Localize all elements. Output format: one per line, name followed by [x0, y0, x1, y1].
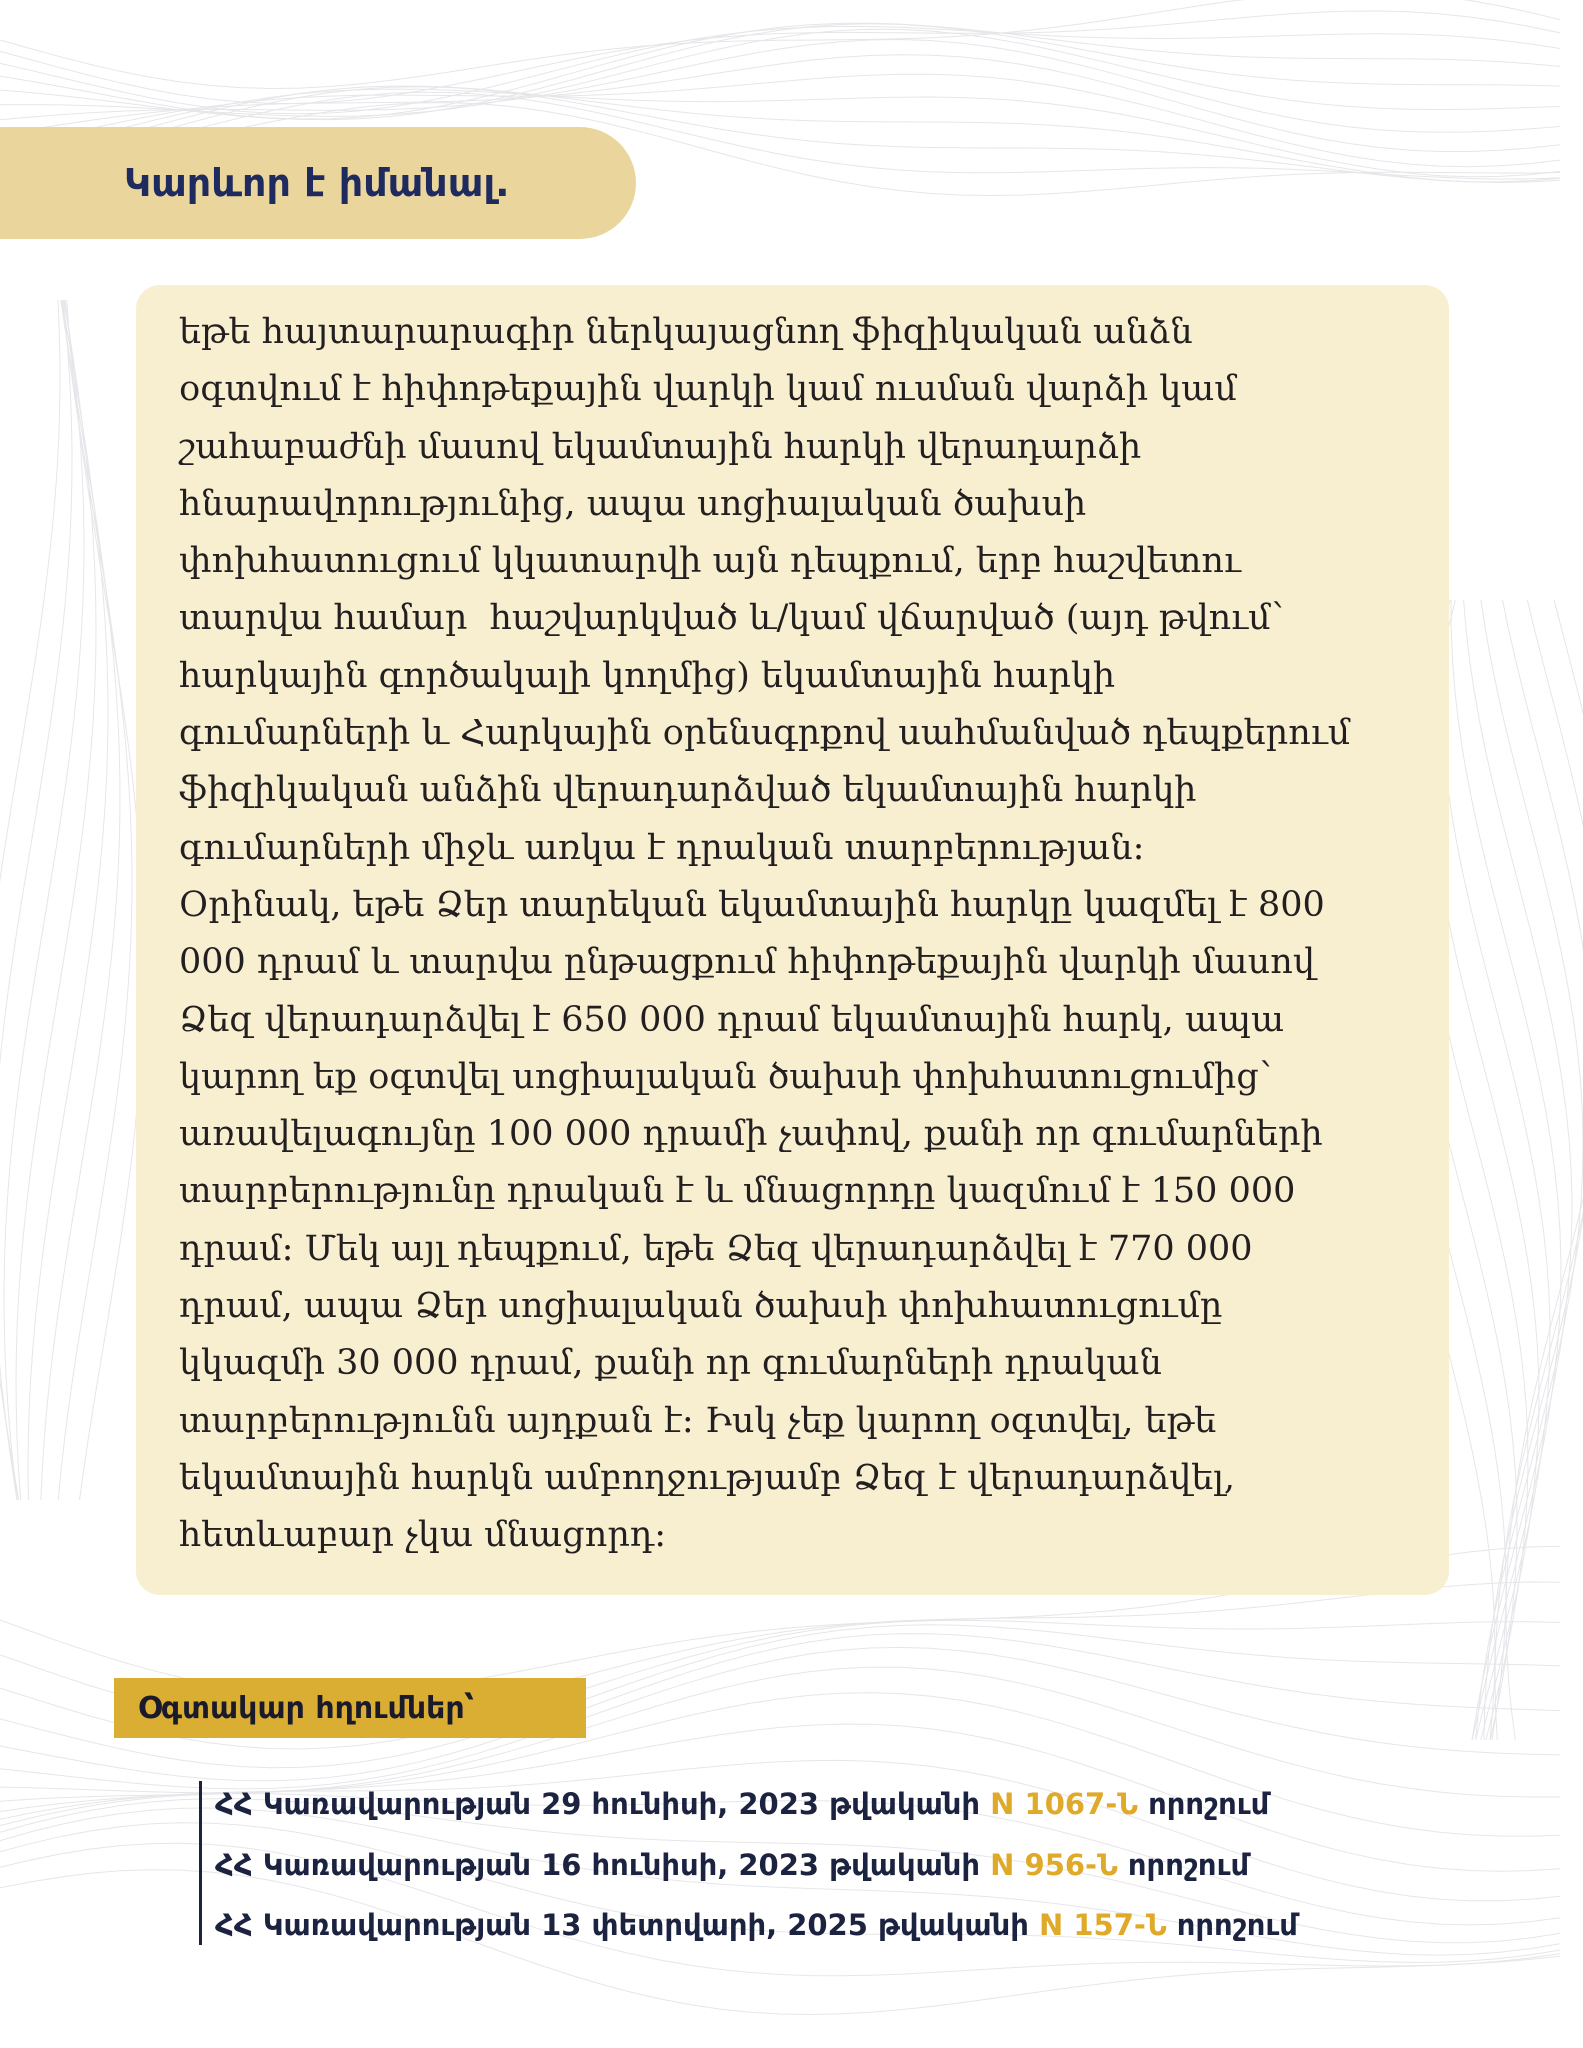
info-text-line: ֆիզիկական անձին վերադարձված եկամտային հարկի	[179, 770, 1197, 811]
background-wave-line	[0, 24, 1560, 120]
background-wave-line	[0, 11, 1560, 104]
background-wave-line	[1464, 600, 1572, 1740]
info-text-line: կարող եք օգտվել սոցիալական ծախսի փոխհատուցումից՝	[179, 1056, 1272, 1097]
background-wave-line	[0, 40, 1560, 133]
background-wave-line	[0, 300, 72, 1500]
info-text-line: հետևաբար չկա մնացորդ։	[179, 1515, 667, 1556]
info-text-line: գումարների և Հարկային օրենսգրքով սահմանված դեպքերում	[179, 713, 1351, 754]
references-divider-line	[199, 1781, 202, 1945]
references-list	[215, 1774, 1298, 1956]
reference-link[interactable]	[215, 1774, 1298, 1835]
reference-decision-number: N 1067-Ն	[990, 1787, 1139, 1821]
reference-decision-number: N 157-Ն	[1039, 1908, 1167, 1942]
info-text-line: շահաբաժնի մասով եկամտային հարկի վերադարձի	[179, 426, 1142, 467]
info-text-line: Օրինակ, եթե Ձեր տարեկան եկամտային հարկը կազմել է 800	[179, 884, 1325, 925]
info-text-line: կկազմի 30 000 դրամ, քանի որ գումարների դրական	[179, 1343, 1162, 1384]
reference-prefix: ՀՀ Կառավարության 29 հունիսի, 2023 թվականի	[215, 1787, 991, 1821]
info-text-line: հարկային գործակալի կողմից) եկամտային հարկի	[179, 655, 1116, 696]
info-text-line: տարբերությունը դրական է և մնացորդը կազմում է 150 000	[179, 1171, 1296, 1212]
info-text-line: առավելագույնը 100 000 դրամի չափով, քանի որ գումարների	[179, 1114, 1323, 1155]
background-wave-line	[0, 300, 60, 1500]
background-wave-line	[58, 300, 132, 1500]
background-wave-line	[1476, 600, 1583, 1740]
reference-decision-number: N 956-Ն	[990, 1847, 1118, 1882]
reference-suffix: որոշում	[1138, 1787, 1270, 1821]
info-text-line: հնարավորությունից, ապա սոցիալական ծախսի	[179, 483, 1087, 524]
background-wave-line	[1440, 600, 1550, 1740]
useful-links-heading: Օգտակար հղումներ՝	[138, 1690, 475, 1726]
info-text-line: օգտվում է հիփոթեքային վարկի կամ ուսման վարձի կամ	[179, 369, 1237, 410]
info-text-line: տարբերությունն այդքան է։ Իսկ չեք կարող օգտվել, եթե	[179, 1400, 1217, 1441]
info-text-line: փոխհատուցում կկատարվի այն դեպքում, երբ հաշվետու	[179, 541, 1241, 582]
info-text-line: 000 դրամ և տարվա ընթացքում հիփոթեքային վարկի մասով	[179, 942, 1315, 983]
info-box	[136, 285, 1449, 1595]
info-text-line: եթե հայտարարագիր ներկայացնող ֆիզիկական անձն	[179, 312, 1193, 352]
info-text-line: եկամտային հարկն ամբողջությամբ Ձեզ է վերադարձվել,	[179, 1457, 1236, 1498]
background-wave-line	[28, 300, 108, 1500]
useful-links-heading-bar	[114, 1678, 586, 1738]
info-text-line: դրամ, ապա Ձեր սոցիալական ծախսի փոխհատուցումը	[179, 1286, 1223, 1327]
reference-prefix: ՀՀ Կառավարության 16 հունիսի, 2023 թվականի	[215, 1847, 991, 1882]
important-note-banner	[0, 127, 636, 239]
background-wave-line	[0, 0, 1560, 89]
important-note-title: Կարևոր է իմանալ.	[124, 161, 510, 205]
reference-prefix: ՀՀ Կառավարության 13 փետրվարի, 2025 թվականի	[215, 1908, 1039, 1942]
info-text-line: տարվա համար հաշվարկված և/կամ վճարված (այդ թվում՝	[179, 598, 1284, 639]
reference-link[interactable]	[215, 1895, 1298, 1956]
background-wave-line	[1495, 600, 1583, 1740]
reference-link[interactable]	[215, 1835, 1298, 1896]
background-wave-line	[67, 300, 144, 1500]
reference-suffix: որոշում	[1117, 1847, 1250, 1882]
info-text-line: գումարների միջև առկա է դրական տարբերության։	[179, 827, 1145, 868]
reference-suffix: որոշում	[1166, 1908, 1298, 1942]
info-text-line: դրամ։ Մեկ այլ դեպքում, եթե Ձեզ վերադարձվել է 770 000	[179, 1228, 1253, 1269]
info-text-line: Ձեզ վերադարձվել է 650 000 դրամ եկամտային հարկ, ապա	[179, 999, 1285, 1040]
